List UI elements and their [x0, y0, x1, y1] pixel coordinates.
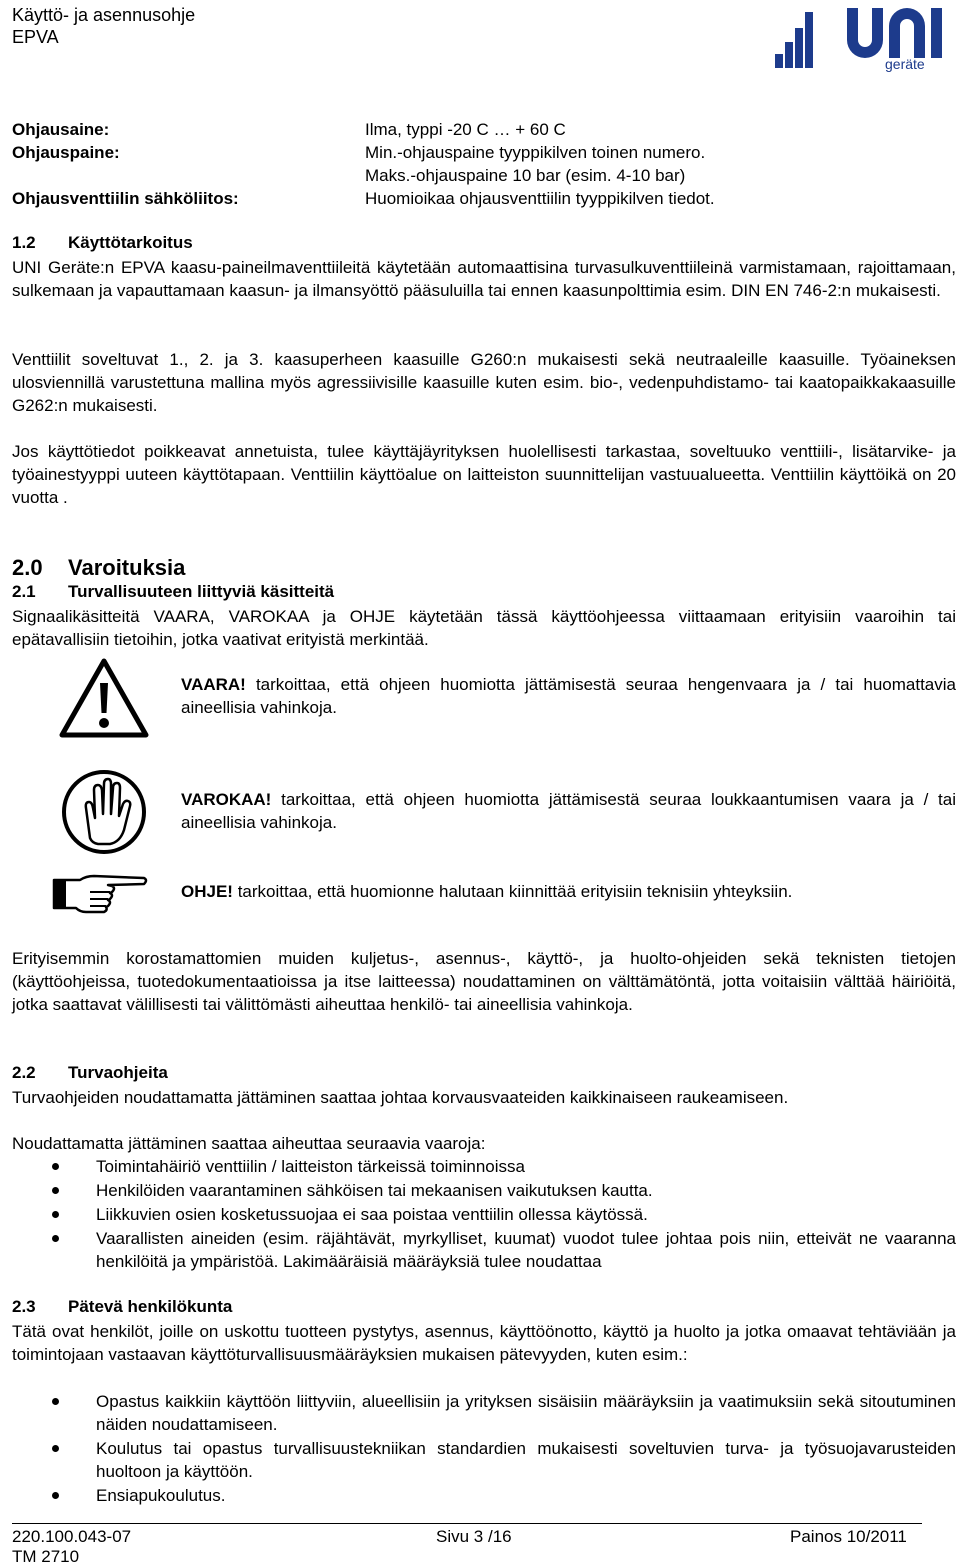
signal-vaara	[181, 673, 956, 719]
paragraph: Jos käyttötiedot poikkeavat annetuista, tulee käyttäjäyrityksen huolellisesti tarkastaa, soveltuuko venttiili-, lisätarvike- ja työainestyyppi uuteen käyttötapaan. Venttiilin käyttöalue on laitteiston suunnittelijan vastuualueetta. Venttiilin käyttöikä on 20 vuotta .	[12, 442, 956, 508]
bullet-dot	[52, 1211, 59, 1218]
signal-text: tarkoittaa, että huomionne halutaan kiinnittää erityisiin teknisiin yhteyksiin.	[232, 882, 793, 901]
spec-value: Maks.-ohjauspaine 10 bar (esim. 4-10 bar)	[365, 166, 686, 185]
spec-key: Ohjausventtiilin sähköliitos:	[12, 189, 239, 208]
signal-ohje	[181, 880, 956, 903]
paragraph: Noudattamatta jättäminen saattaa aiheuttaa seuraavia vaaroja:	[12, 1134, 486, 1153]
signal-text: tarkoittaa, että ohjeen huomiotta jättämisestä seuraa hengenvaara ja / tai huomattavia aineellisia vahinkoja.	[181, 675, 956, 718]
spec-value: Min.-ohjauspaine tyyppikilven toinen numero.	[365, 143, 706, 162]
paragraph: Erityisemmin korostamattomien muiden kuljetus-, asennus-, käyttö-, ja huolto-ohjeiden sekä teknisten tietojen (käyttöohjeissa, tuotedokumentaatioissa ja itse laitteessa) noudattaminen on välttämätöntä, jotta voitaisiin välttää häiriöitä, jotka saattavat välillisesti tai välittömästi aiheuttaa henkilö- tai aineellisia vahinkoja.	[12, 949, 956, 1015]
spec-value: Ilma, typpi -20 C … + 60 C	[365, 120, 566, 139]
list-item: Toimintahäiriö venttiilin / laitteiston tärkeissä toiminnoissa	[96, 1157, 525, 1176]
section-heading-2-3	[12, 1297, 232, 1317]
paragraph: UNI Geräte:n EPVA kaasu-paineilmaventtiileitä käytetään automaattisina turvasulkuventtiileinä varmistamaan, rajoittamaan, sulkemaan ja vapauttamaan kaasun- ja ilmansyöttö pääsuluilla tai ennen kaasunpolttimia esim. DIN EN 746-2:n mukaisesti.	[12, 258, 956, 301]
section-number: 2.3	[12, 1297, 36, 1316]
section-heading-1-2	[12, 233, 193, 253]
section-title: Pätevä henkilökunta	[68, 1297, 233, 1316]
signal-label: OHJE!	[181, 882, 233, 901]
footer-doc-number: 220.100.043-07	[12, 1527, 132, 1546]
bullet-dot	[52, 1445, 59, 1452]
list-item: Ensiapukoulutus.	[96, 1486, 226, 1505]
bullet-dot	[52, 1492, 59, 1499]
list-item: Koulutus tai opastus turvallisuustekniikan standardien mukaisesti soveltuvien turva- ja työsuojavarusteiden huoltoon ja käyttöön.	[96, 1439, 956, 1482]
section-heading-2-0	[12, 555, 185, 581]
signal-varokaa	[181, 788, 956, 834]
caution-hand-icon	[60, 768, 148, 856]
warning-triangle-icon	[58, 657, 150, 739]
footer-page-number: Sivu 3 /16	[436, 1527, 512, 1546]
section-title: Turvaohjeita	[68, 1063, 168, 1082]
section-number: 2.1	[12, 582, 36, 601]
section-title: Varoituksia	[68, 555, 186, 580]
spec-key: Ohjausaine:	[12, 120, 110, 139]
section-title: Turvallisuuteen liittyviä käsitteitä	[68, 582, 335, 601]
section-heading-2-2	[12, 1063, 168, 1083]
spec-key: Ohjauspaine:	[12, 143, 120, 162]
spec-value: Huomioikaa ohjausventtiilin tyyppikilven tiedot.	[365, 189, 715, 208]
signal-text: tarkoittaa, että ohjeen huomiotta jättämisestä seuraa loukkaantumisen vaara ja / tai aineellisia vahinkoja.	[181, 790, 956, 833]
paragraph: Tätä ovat henkilöt, joille on uskottu tuotteen pystytys, asennus, käyttöönotto, käyttö ja huolto ja jotka omaavat tehtäviään ja toimintojaan vastaavan käyttöturvallisuusmääräyksien mukaisen pätevyyden, kuten esim.:	[12, 1322, 956, 1365]
signal-label: VAARA!	[181, 675, 246, 694]
section-title: Käyttötarkoitus	[68, 233, 193, 252]
paragraph: Venttiilit soveltuvat 1., 2. ja 3. kaasuperheen kaasuille G260:n mukaisesti sekä neutraaleille kaasuille. Työaineksen ulosviennillä varustettuna mallina myös agressiivisille kaasuille kuten esim. bio-, vedenpuhdistamo- tai kaatopaikkakaasuille G262:n mukaisesti.	[12, 350, 956, 416]
footer-rule	[12, 1523, 922, 1524]
footer-edition: Painos 10/2011	[790, 1527, 907, 1546]
bullet-dot	[52, 1235, 59, 1242]
paragraph: Signaalikäsitteitä VAARA, VAROKAA ja OHJE käytetään tässä käyttöohjeessa viittaamaan erityisiin vaaroihin tai epätavallisiin tietoihin, jotka vaativat erityistä merkintää.	[12, 607, 956, 650]
section-number: 2.2	[12, 1063, 36, 1082]
header-subtitle: EPVA	[12, 27, 59, 47]
header-title: Käyttö- ja asennusohje	[12, 5, 196, 25]
list-item: Vaarallisten aineiden (esim. räjähtävät, myrkylliset, kuumat) vuodot tulee johtaa pois niin, etteivät ne vaaranna henkilöitä ja ympäristöä. Lakimääräisiä määräyksiä tulee noudattaa	[96, 1229, 956, 1272]
paragraph: Turvaohjeiden noudattamatta jättäminen saattaa johtaa korvausvaateiden kaikkinaiseen raukeamiseen.	[12, 1088, 789, 1107]
pointing-hand-icon	[50, 870, 150, 918]
bullet-dot	[52, 1398, 59, 1405]
bullet-dot	[52, 1187, 59, 1194]
uni-geraete-logo	[775, 2, 950, 72]
list-item: Liikkuvien osien kosketussuojaa ei saa poistaa venttiilin ollessa käytössä.	[96, 1205, 648, 1224]
section-heading-2-1	[12, 582, 334, 602]
bullet-dot	[52, 1163, 59, 1170]
list-item: Henkilöiden vaarantaminen sähköisen tai mekaanisen vaikutuksen kautta.	[96, 1181, 653, 1200]
footer-tm: TM 2710	[12, 1547, 80, 1566]
signal-label: VAROKAA!	[181, 790, 272, 809]
logo-subtext: geräte	[885, 56, 925, 72]
section-number: 1.2	[12, 233, 36, 252]
list-item: Opastus kaikkiin käyttöön liittyviin, alueellisiin ja yrityksen sisäisiin määräyksiin ja vaatimuksiin sekä sitoutuminen näiden noudattamiseen.	[96, 1392, 956, 1435]
section-number: 2.0	[12, 555, 43, 580]
